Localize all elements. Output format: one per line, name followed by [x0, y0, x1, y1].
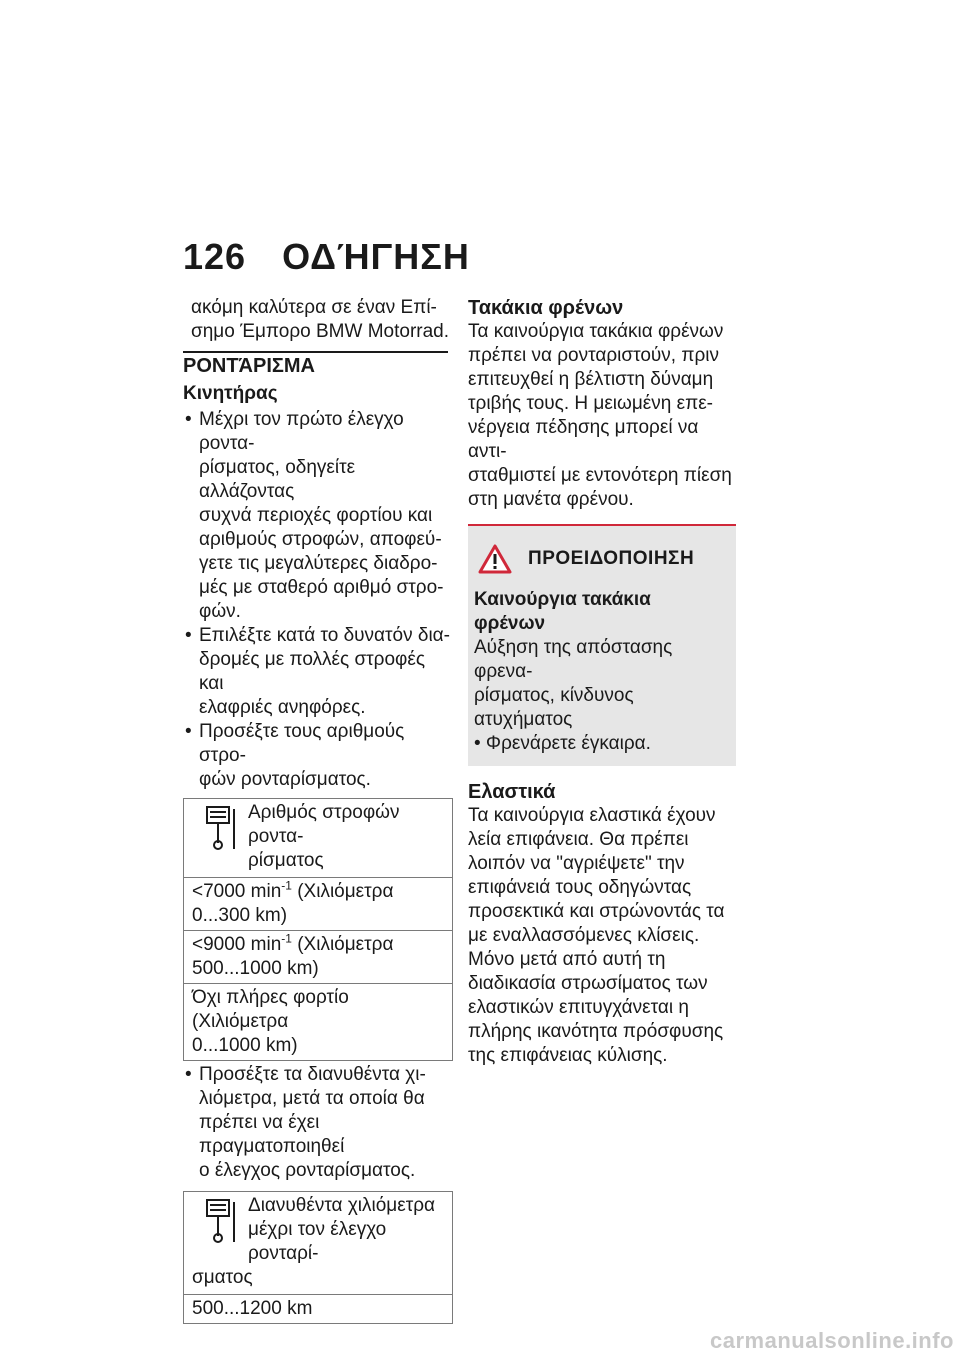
tires-text	[468, 804, 740, 1068]
text-line: της επιφάνειας κύλισης.	[468, 1045, 668, 1066]
page-header	[183, 236, 470, 278]
value-text: (Χιλιόμετρα	[291, 934, 394, 955]
text-line: συχνά περιοχές φορτίου και	[199, 505, 433, 526]
text-line: σταθμιστεί με εντονότερη πίεση	[468, 465, 732, 486]
break-in-distance-table	[183, 1191, 453, 1324]
watermark: carmanualsonline.info	[710, 1328, 954, 1353]
warning-box	[468, 524, 736, 766]
section-heading: ΡΟΝΤΆΡΙΣΜΑ	[183, 355, 316, 377]
text-line: Καινούργια τακάκια	[474, 589, 651, 610]
bullet-item	[183, 720, 453, 792]
text-line: Αύξηση της απόστασης φρενα-	[474, 637, 673, 682]
warning-heading	[474, 588, 728, 636]
page-number: 126	[183, 236, 247, 277]
table-header-line: Διανυθέντα χιλιόμετρα	[248, 1195, 436, 1216]
left-column	[183, 296, 453, 344]
text-line: αριθμούς στροφών, αποφεύ-	[199, 529, 442, 550]
table-cell-line: 0...300 km)	[192, 905, 288, 926]
warning-triangle-icon	[478, 544, 512, 574]
bullet-item	[183, 1063, 453, 1183]
table-row	[184, 1294, 452, 1323]
brake-pads-text	[468, 320, 740, 512]
value-text: <7000 min	[192, 881, 282, 902]
engine-piston-icon	[204, 805, 238, 853]
section-divider	[183, 351, 448, 353]
text-line: ρίσματος, οδηγείτε αλλάζοντας	[199, 457, 356, 502]
table-header-line: Αριθμός στροφών ροντα-	[248, 802, 400, 847]
intro-text	[183, 296, 453, 344]
value-text: (Χιλιόμετρα	[291, 881, 394, 902]
text-line: λοιπόν να "αγριέψετε" την	[468, 853, 685, 874]
table-header-line: ρίσματος	[248, 850, 324, 871]
text-line: πρέπει να έχει πραγματοποιηθεί	[199, 1112, 345, 1157]
brake-pads-heading: Τακάκια φρένων	[468, 297, 624, 319]
table-row	[184, 877, 452, 930]
engine-subheading: Κινητήρας	[183, 383, 278, 404]
right-column	[468, 296, 740, 1068]
table-cell-line: Όχι πλήρες φορτίο (Χιλιόμετρα	[192, 987, 349, 1032]
table-row	[184, 930, 452, 983]
text-line: δρομές με πολλές στροφές και	[199, 649, 426, 694]
table-cell-line	[192, 933, 444, 957]
text-line: στη μανέτα φρένου.	[468, 489, 634, 510]
text-line: • Προσέξτε τους αριθμούς στρο-	[199, 721, 405, 766]
text-line: σημο Έμπορο BMW Motorrad.	[191, 321, 450, 342]
table-cell-line	[192, 880, 444, 904]
text-line: φών.	[199, 601, 241, 622]
text-line: φών ρονταρίσματος.	[199, 769, 371, 790]
warning-action: • Φρενάρετε έγκαιρα.	[474, 733, 651, 754]
engine-piston-icon	[204, 1198, 238, 1246]
table-cell-line: 500...1000 km)	[192, 958, 319, 979]
table-header	[184, 1192, 452, 1294]
text-line: ελαστικών επιτυγχάνεται η	[468, 997, 689, 1018]
text-line: με εναλλασσόμενες κλίσεις.	[468, 925, 700, 946]
text-line: ελαφριές ανηφόρες.	[199, 697, 366, 718]
text-line: ακόμη καλύτερα σε έναν Επί-	[191, 297, 437, 318]
value-text: <9000 min	[192, 934, 282, 955]
text-line: ρίσματος, κίνδυνος ατυχήματος	[474, 685, 634, 730]
section-title: ΟΔΉΓΗΣΗ	[282, 236, 470, 277]
text-line: τριβής τους. Η μειωμένη επε-	[468, 393, 713, 414]
value-exponent: -1	[281, 931, 292, 946]
table-header-line: μέχρι τον έλεγχο ρονταρί-	[248, 1219, 387, 1264]
value-exponent: -1	[281, 878, 292, 893]
text-line: διαδικασία στρωσίματος των	[468, 973, 708, 994]
text-line: λιόμετρα, μετά τα οποία θα	[199, 1088, 425, 1109]
text-line: επιτευχθεί η βέλτιστη δύναμη	[468, 369, 714, 390]
table-cell-line: 500...1200 km	[192, 1298, 313, 1319]
table-header	[184, 799, 452, 877]
break-in-speed-table	[183, 798, 453, 1061]
break-in-section	[183, 354, 453, 1324]
warning-header	[468, 544, 736, 574]
text-line: • Μέχρι τον πρώτο έλεγχο ροντα-	[199, 409, 404, 454]
text-line: νέργεια πέδησης μπορεί να αντι-	[468, 417, 699, 462]
table-header-line: σματος	[192, 1267, 253, 1288]
text-line: Μόνο μετά από αυτή τη	[468, 949, 666, 970]
tires-heading: Ελαστικά	[468, 781, 556, 803]
text-line: προσεκτικά και στρώνοντάς τα	[468, 901, 725, 922]
bullet-item	[183, 624, 453, 720]
text-line: • Επιλέξτε κατά το δυνατόν δια-	[199, 625, 450, 646]
text-line: φρένων	[474, 613, 546, 634]
table-cell-line: 0...1000 km)	[192, 1035, 298, 1056]
text-line: γετε τις μεγαλύτερες διαδρο-	[199, 553, 438, 574]
text-line: ο έλεγχος ρονταρίσματος.	[199, 1160, 416, 1181]
text-line: λεία επιφάνεια. Θα πρέπει	[468, 829, 689, 850]
text-line: μές με σταθερό αριθμό στρο-	[199, 577, 444, 598]
text-line: επιφάνειά τους οδηγώντας	[468, 877, 692, 898]
warning-title: ΠΡΟΕΙΔΟΠΟΙΗΣΗ	[528, 548, 695, 569]
text-line: Τα καινούργια ελαστικά έχουν	[468, 805, 716, 826]
table-row	[184, 983, 452, 1060]
text-line: Τα καινούργια τακάκια φρένων	[468, 321, 724, 342]
warning-content	[468, 574, 736, 756]
text-line: πρέπει να ρονταριστούν, πριν	[468, 345, 719, 366]
bullet-item	[183, 408, 453, 624]
text-line: πλήρης ικανότητα πρόσφυσης	[468, 1021, 724, 1042]
text-line: • Προσέξτε τα διανυθέντα χι-	[199, 1064, 426, 1085]
